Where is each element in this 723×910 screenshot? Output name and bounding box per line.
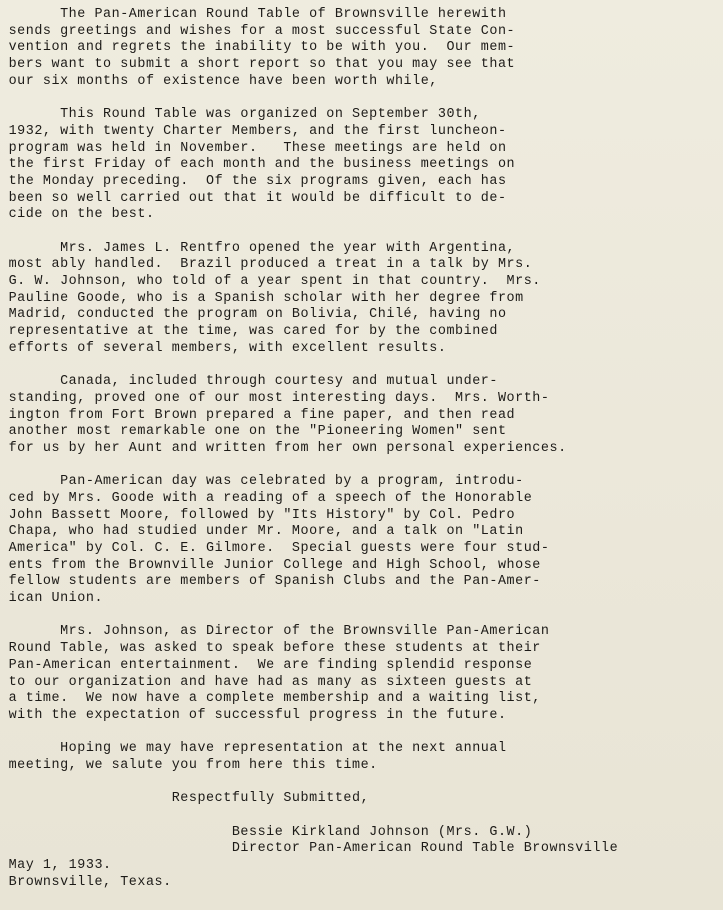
closing-salutation: Respectfully Submitted, — [0, 791, 370, 807]
text-line: Mrs. James L. Rentfro opened the year with Argentina, — [0, 240, 516, 256]
text-line: bers want to submit a short report so that you may see that — [0, 57, 516, 73]
text-line: our six months of existence have been worth while, — [0, 73, 438, 89]
text-line: Mrs. Johnson, as Director of the Brownsville Pan-American — [0, 624, 550, 640]
paragraph-gap — [0, 808, 723, 825]
text-line: Madrid, conducted the program on Bolivia, Chilé, having no — [0, 307, 507, 323]
text-line: a time. We now have a complete membership and a waiting list, — [0, 691, 541, 707]
text-line: cide on the best. — [0, 207, 155, 223]
text-line: representative at the time, was cared for by the combined — [0, 324, 498, 340]
text-line: America" by Col. C. E. Gilmore. Special guests were four stud- — [0, 541, 550, 556]
paragraph-gap — [0, 608, 723, 625]
text-line: ican Union. — [0, 591, 104, 607]
text-line: 1932, with twenty Charter Members, and the first luncheon- — [0, 123, 507, 139]
text-line: the Monday preceding. Of the six programs given, each has — [0, 173, 507, 189]
text-line: G. W. Johnson, who told of a year spent in that country. Mrs. — [0, 274, 541, 289]
paragraph-gap — [0, 725, 723, 742]
text-line: Round Table, was asked to speak before these students at their — [0, 641, 541, 657]
text-line: meeting, we salute you from here this time. — [0, 757, 378, 773]
paragraph-canada — [0, 374, 723, 457]
paragraph-salute — [0, 741, 723, 774]
paragraph-organization — [0, 107, 723, 224]
closing-block — [0, 791, 723, 891]
paragraph-greeting — [0, 7, 723, 90]
text-line: another most remarkable one on the "Pioneering Women" sent — [0, 424, 507, 440]
signature-name: Bessie Kirkland Johnson (Mrs. G.W.) — [0, 824, 533, 840]
text-line: Chapa, who had studied under Mr. Moore, and a talk on "Latin — [0, 524, 524, 540]
signature-title: Director Pan-American Round Table Brownsville — [0, 841, 619, 857]
text-line: most ably handled. Brazil produced a treat in a talk by Mrs. — [0, 257, 533, 273]
paragraph-director — [0, 624, 723, 724]
text-line: for us by her Aunt and written from her own personal experiences. — [0, 440, 567, 456]
text-line: Pan-American entertainment. We are finding splendid response — [0, 657, 533, 673]
text-line: fellow students are members of Spanish Clubs and the Pan-Amer- — [0, 574, 541, 590]
paragraph-programs — [0, 241, 723, 358]
text-line: the first Friday of each month and the business meetings on — [0, 157, 516, 173]
text-line: Pan-American day was celebrated by a program, introdu- — [0, 474, 524, 490]
text-line: ington from Fort Brown prepared a fine paper, and then read — [0, 407, 516, 423]
paragraph-gap — [0, 458, 723, 475]
text-line: This Round Table was organized on September 30th, — [0, 107, 481, 123]
paragraph-gap — [0, 357, 723, 374]
text-line: to our organization and have had as many as sixteen guests at — [0, 674, 533, 690]
paragraph-gap — [0, 90, 723, 107]
letter-date: May 1, 1933. — [0, 858, 112, 874]
text-line: been so well carried out that it would be difficult to de- — [0, 190, 507, 206]
text-line: program was held in November. These meetings are held on — [0, 140, 507, 156]
text-line: ents from the Brownville Junior College and High School, whose — [0, 557, 541, 573]
text-line: The Pan-American Round Table of Brownsville herewith — [0, 7, 507, 22]
text-line: sends greetings and wishes for a most successful State Con- — [0, 23, 516, 39]
text-line: with the expectation of successful progress in the future. — [0, 707, 507, 723]
paragraph-pan-american-day — [0, 474, 723, 608]
letter-body — [0, 7, 723, 891]
paragraph-gap — [0, 224, 723, 241]
text-line: vention and regrets the inability to be with you. Our mem- — [0, 40, 516, 56]
text-line: Pauline Goode, who is a Spanish scholar with her degree from — [0, 290, 524, 306]
text-line: standing, proved one of our most interesting days. Mrs. Worth- — [0, 390, 550, 406]
text-line: efforts of several members, with excellent results. — [0, 340, 447, 356]
letter-place: Brownsville, Texas. — [0, 874, 172, 890]
text-line: John Bassett Moore, followed by "Its History" by Col. Pedro — [0, 507, 516, 523]
text-line: Canada, included through courtesy and mutual under- — [0, 374, 498, 390]
text-line: Hoping we may have representation at the next annual — [0, 741, 507, 757]
paragraph-gap — [0, 775, 723, 792]
text-line: ced by Mrs. Goode with a reading of a speech of the Honorable — [0, 490, 533, 506]
